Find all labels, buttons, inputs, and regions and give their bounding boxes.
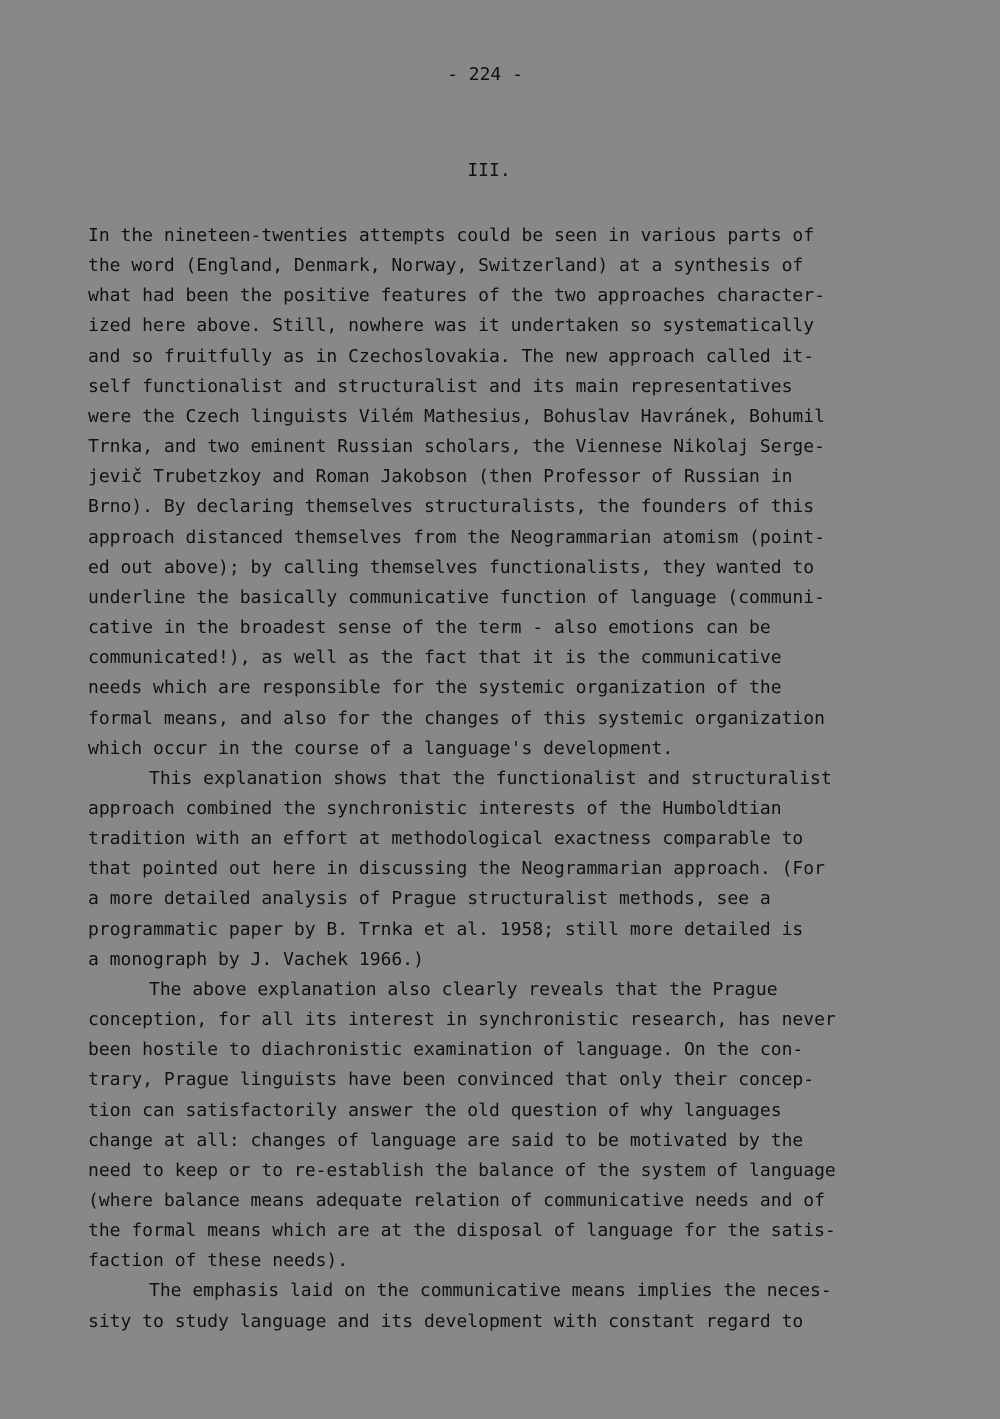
text-line: and so fruitfully as in Czechoslovakia. The new approach called it- <box>88 345 815 367</box>
text-line: programmatic paper by B. Trnka et al. 1958; still more detailed is <box>88 918 804 940</box>
text-line: approach combined the synchronistic interests of the Humboldtian <box>88 797 782 819</box>
text-line: tion can satisfactorily answer the old question of why languages <box>88 1099 782 1121</box>
text-line: communicated!), as well as the fact that it is the communicative <box>88 647 782 669</box>
section-heading: III. <box>467 160 511 181</box>
text-line: which occur in the course of a language's development. <box>88 737 674 759</box>
text-line: ed out above); by calling themselves functionalists, they wanted to <box>88 556 815 578</box>
text-line: approach distanced themselves from the Neogrammarian atomism (point- <box>88 526 825 548</box>
text-line: conception, for all its interest in synchronistic research, has never <box>88 1009 836 1031</box>
text-line: the word (England, Denmark, Norway, Switzerland) at a synthesis of <box>88 255 804 277</box>
text-line: a more detailed analysis of Prague structuralist methods, see a <box>88 888 771 910</box>
text-line: a monograph by J. Vachek 1966.) <box>88 948 424 970</box>
text-line: underline the basically communicative function of language (communi- <box>88 586 825 608</box>
text-line: tradition with an effort at methodological exactness comparable to <box>88 828 804 850</box>
text-line: The above explanation also clearly reveals that the Prague <box>149 978 778 1000</box>
text-line: needs which are responsible for the systemic organization of the <box>88 677 782 699</box>
text-line: This explanation shows that the functionalist and structuralist <box>149 767 832 789</box>
text-line: sity to study language and its development with constant regard to <box>88 1310 804 1332</box>
text-line: been hostile to diachronistic examination of language. On the con- <box>88 1039 804 1061</box>
text-line: need to keep or to re-establish the balance of the system of language <box>88 1159 836 1181</box>
text-line: cative in the broadest sense of the term - also emotions can be <box>88 617 771 639</box>
text-line: were the Czech linguists Vilém Mathesius, Bohuslav Havránek, Bohumil <box>88 405 825 427</box>
text-line: self functionalist and structuralist and its main representatives <box>88 375 793 397</box>
text-line: ized here above. Still, nowhere was it undertaken so systematically <box>88 315 815 337</box>
body-text <box>88 221 928 1337</box>
paragraph <box>88 1276 928 1336</box>
text-line: jevič Trubetzkoy and Roman Jakobson (then Professor of Russian in <box>88 466 793 488</box>
text-line: Brno). By declaring themselves structuralists, the founders of this <box>88 496 815 518</box>
text-line: trary, Prague linguists have been convinced that only their concep- <box>88 1069 815 1091</box>
text-line: the formal means which are at the disposal of language for the satis- <box>88 1220 836 1242</box>
text-line: change at all: changes of language are said to be motivated by the <box>88 1129 804 1151</box>
text-line: what had been the positive features of the two approaches character- <box>88 285 825 307</box>
text-line: Trnka, and two eminent Russian scholars, the Viennese Nikolaj Serge- <box>88 436 825 458</box>
text-line: that pointed out here in discussing the Neogrammarian approach. (For <box>88 858 825 880</box>
paragraph <box>88 975 928 1277</box>
paragraph <box>88 764 928 975</box>
text-line: (where balance means adequate relation of communicative needs and of <box>88 1190 825 1211</box>
text-line: The emphasis laid on the communicative means implies the neces- <box>149 1280 832 1302</box>
paragraph <box>88 221 928 764</box>
text-line: faction of these needs). <box>88 1250 349 1272</box>
page-number: - 224 - <box>447 64 523 85</box>
text-line: formal means, and also for the changes of this systemic organization <box>88 707 825 729</box>
text-line: In the nineteen-twenties attempts could be seen in various parts of <box>88 225 815 246</box>
